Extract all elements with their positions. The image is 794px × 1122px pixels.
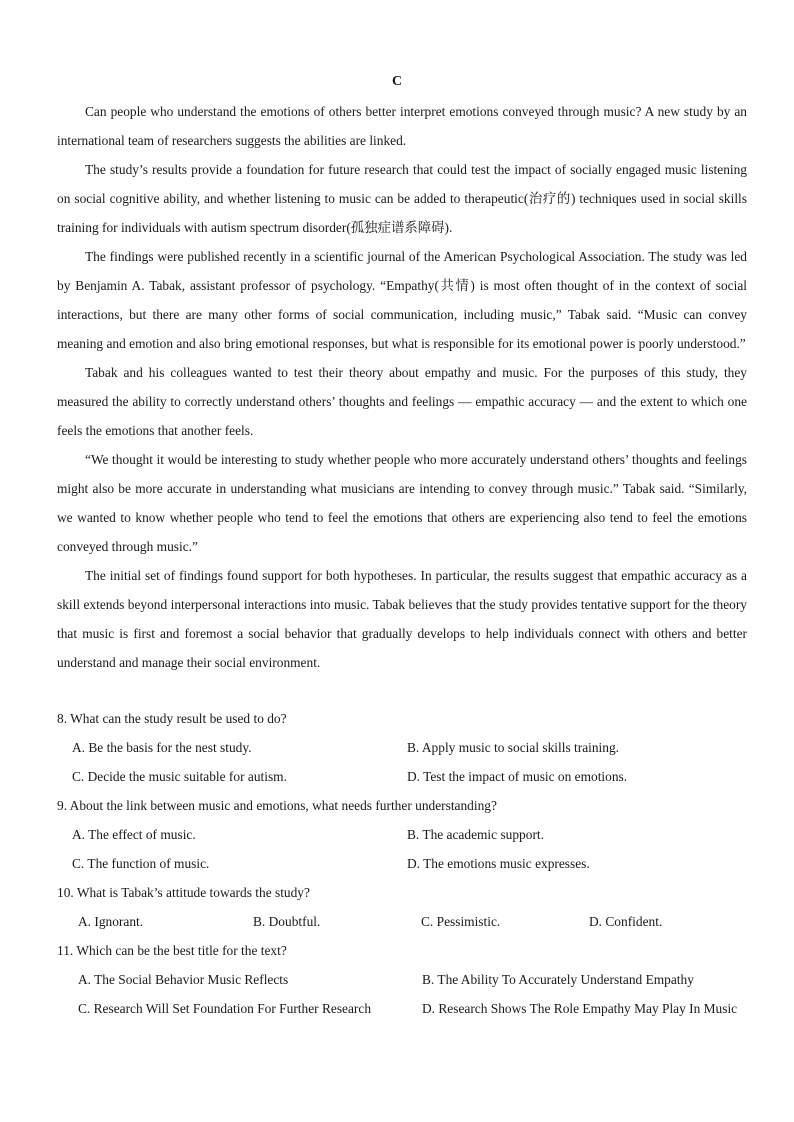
option-b: B. Doubtful. xyxy=(253,914,321,929)
option-row xyxy=(57,965,747,994)
option-a: A. Ignorant. xyxy=(78,914,144,929)
passage-paragraph: The findings were published recently in a scientific journal of the American Psychological Association. The study was led by Benjamin A. Tabak, assistant professor of psychology. “Empathy(共情) is most often thought of in the context of social interactions, but there are many other forms of social communication, including music,” Tabak said. “Music can convey meaning and emotion and also bring emotional responses, but what is responsible for its emotional power is poorly understood.” xyxy=(57,249,747,351)
option-row xyxy=(57,733,747,762)
question-11 xyxy=(57,936,747,1023)
passage-paragraph: Tabak and his colleagues wanted to test their theory about empathy and music. For the purposes of this study, they measured the ability to correctly understand others’ thoughts and feelings — empathic accuracy — and the extent to which one feels the emotions that another feels. xyxy=(57,365,747,438)
option-row xyxy=(57,849,747,878)
question-stem: 11. Which can be the best title for the text? xyxy=(57,943,287,958)
option-c: C. The function of music. xyxy=(72,856,210,871)
option-b: B. Apply music to social skills training. xyxy=(407,740,620,755)
option-d: D. Confident. xyxy=(589,914,663,929)
option-a: A. Be the basis for the nest study. xyxy=(72,740,252,755)
question-9 xyxy=(57,791,747,878)
option-d: D. The emotions music expresses. xyxy=(407,856,590,871)
option-c: C. Decide the music suitable for autism. xyxy=(72,769,287,784)
option-a: A. The Social Behavior Music Reflects xyxy=(78,972,289,987)
question-8 xyxy=(57,704,747,791)
section-label: C xyxy=(391,74,403,89)
option-b: B. The Ability To Accurately Understand Empathy xyxy=(422,972,694,987)
option-d: D. Test the impact of music on emotions. xyxy=(407,769,628,784)
question-stem: 10. What is Tabak’s attitude towards the study? xyxy=(57,885,310,900)
question-10 xyxy=(57,878,747,936)
option-row xyxy=(57,994,747,1023)
option-row xyxy=(57,907,747,936)
passage-paragraph: The study’s results provide a foundation for future research that could test the impact of socially engaged music listening on social cognitive ability, and whether listening to music can be added to therapeutic(治疗的) techniques used in social skills training for individuals with autism spectrum disorder(孤独症谱系障碍). xyxy=(57,162,747,235)
option-c: C. Research Will Set Foundation For Further Research xyxy=(78,1001,372,1016)
passage-paragraph: “We thought it would be interesting to study whether people who more accurately understand others’ thoughts and feelings might also be more accurate in understanding what musicians are intending to convey through music.” Tabak said. “Similarly, we wanted to know whether people who tend to feel the emotions that others are experiencing also tend to feel the emotions conveyed through music.” xyxy=(57,452,747,554)
option-a: A. The effect of music. xyxy=(72,827,196,842)
question-stem: 9. About the link between music and emotions, what needs further understanding? xyxy=(57,798,497,813)
question-stem: 8. What can the study result be used to do? xyxy=(57,711,287,726)
passage-paragraph: Can people who understand the emotions of others better interpret emotions conveyed through music? A new study by an international team of researchers suggests the abilities are linked. xyxy=(57,104,747,148)
passage-paragraph: The initial set of findings found support for both hypotheses. In particular, the results suggest that empathic accuracy as a skill extends beyond interpersonal interactions into music. Tabak believes that the study provides tentative support for the theory that music is first and foremost a social behavior that gradually develops to help individuals connect with others and better understand and manage their social environment. xyxy=(57,568,747,670)
question-list xyxy=(57,704,747,1023)
option-row xyxy=(57,820,747,849)
option-c: C. Pessimistic. xyxy=(421,914,501,929)
option-d: D. Research Shows The Role Empathy May Play In Music xyxy=(422,1001,738,1016)
option-row xyxy=(57,762,747,791)
reading-passage xyxy=(57,97,747,677)
option-b: B. The academic support. xyxy=(407,827,544,842)
